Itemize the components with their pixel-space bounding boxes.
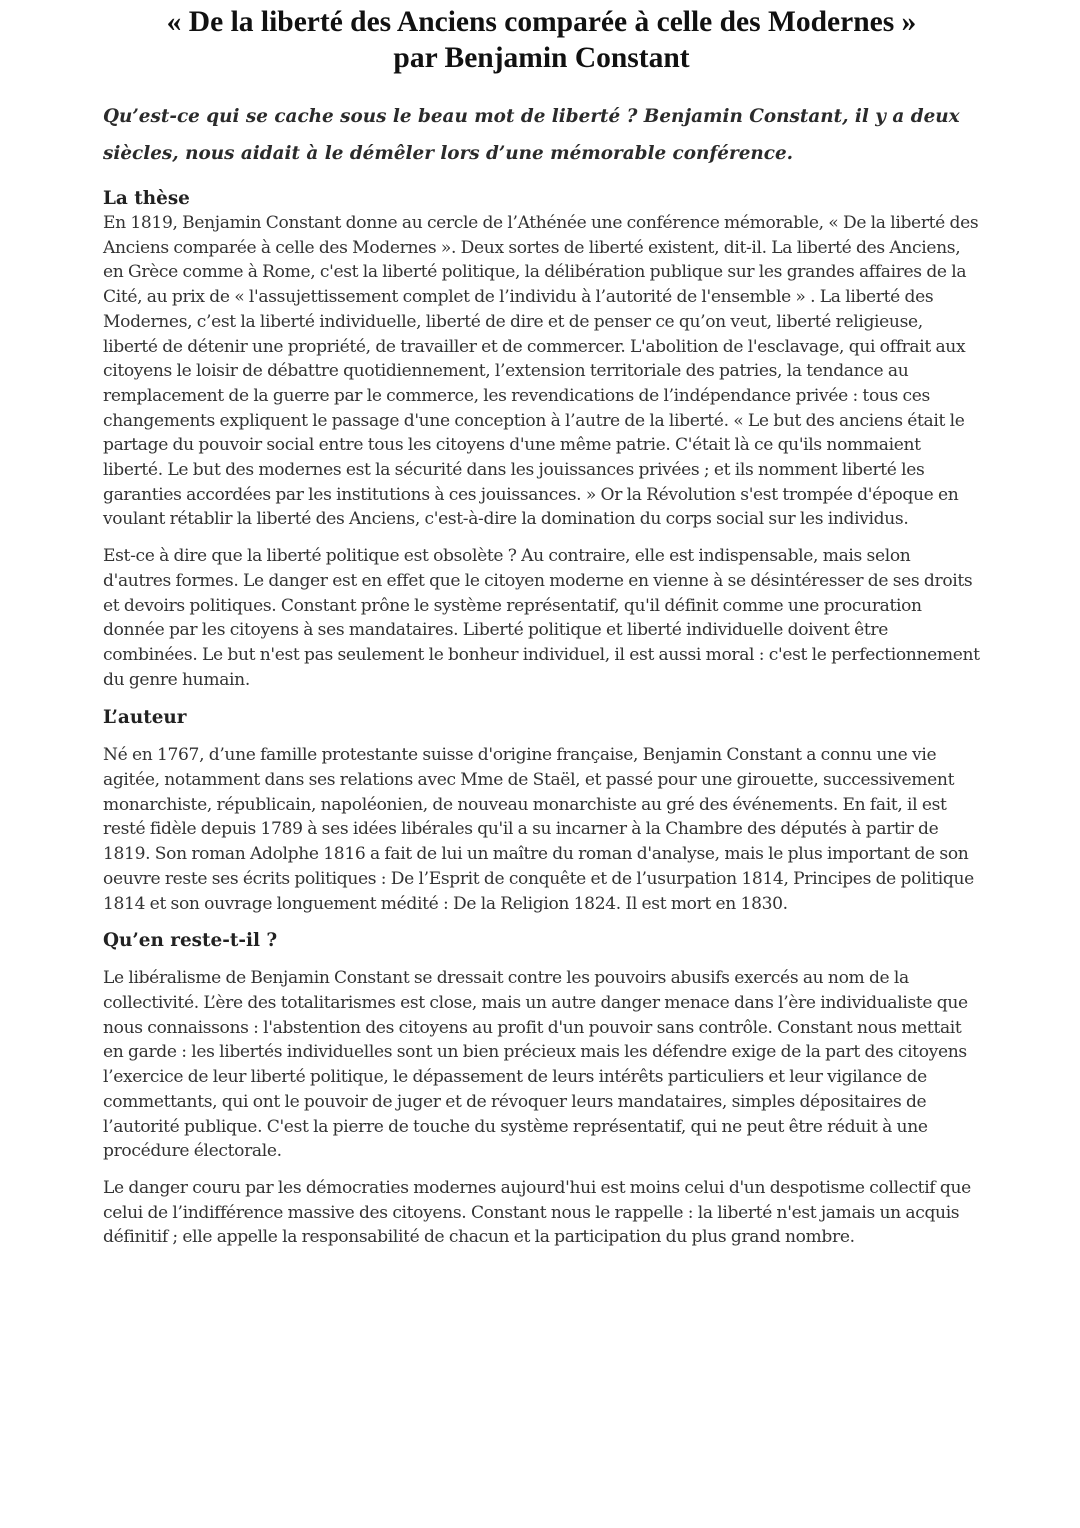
title-line-1: « De la liberté des Anciens comparée à celle des Modernes » [166, 6, 917, 38]
section-heading-auteur: L’auteur [103, 707, 187, 729]
lede-paragraph: Qu’est-ce qui se cache sous le beau mot de liberté ? Benjamin Constant, il y a deux siècles, nous aidait à le démêler lors d’une mémorable conférence. [103, 106, 960, 164]
title-line-2: par Benjamin Constant [393, 42, 690, 74]
paragraph-these-2: Est-ce à dire que la liberté politique est obsolète ? Au contraire, elle est indispensable, mais selon d'autres formes. Le danger est en effet que le citoyen moderne en vienne à se désintéresser de ses droits et devoirs politiques. Constant prône le système représentatif, qu'il définit comme une procuration donnée par les citoyens à ses mandataires. Liberté politique et liberté individuelle doivent être combinées. Le but n'est pas seulement le bonheur individuel, il est aussi moral : c'est le perfectionnement du genre humain. [103, 546, 980, 690]
paragraph-auteur-1: Né en 1767, d’une famille protestante suisse d'origine française, Benjamin Constant a connu une vie agitée, notamment dans ses relations avec Mme de Staël, et passé pour une girouette, successivement monarchiste, républicain, napoléonien, de nouveau monarchiste au gré des événements. En fait, il est resté fidèle depuis 1789 à ses idées libérales qu'il a su incarner à la Chambre des députés à partir de 1819. Son roman Adolphe 1816 a fait de lui un maître du roman d'analyse, mais le plus important de son oeuvre reste ses écrits politiques : De l’Esprit de conquête et de l’usurpation 1814, Principes de politique 1814 et son ouvrage longuement médité : De la Religion 1824. Il est mort en 1830. [103, 745, 974, 914]
paragraph-these-1: En 1819, Benjamin Constant donne au cercle de l’Athénée une conférence mémorable, « De la liberté des Anciens comparée à celle des Modernes ». Deux sortes de liberté existent, dit-il. La liberté des Anciens, en Grèce comme à Rome, c'est la liberté politique, la délibération publique sur les grandes affaires de la Cité, au prix de « l'assujettissement complet de l’individu à l’autorité de l'ensemble » . La liberté des Modernes, c’est la liberté individuelle, liberté de dire et de penser ce qu’on veut, liberté religieuse, liberté de détenir une propriété, de travailler et de commercer. L'abolition de l'esclavage, qui offrait aux citoyens le loisir de débattre quotidiennement, l’extension territoriale des patries, la tendance au remplacement de la guerre par le commerce, les revendications de l’indépendance privée : tous ces changements expliquent le passage d'une conception à l’autre de la liberté. « Le but des anciens était le partage du pouvoir social entre tous les citoyens d'une même patrie. C'était là ce qu'ils nommaient liberté. Le but des modernes est la sécurité dans les jouissances privées ; et ils nomment liberté les garanties accordées par les institutions à ces jouissances. » Or la Révolution s'est trompée d'époque en voulant rétablir la liberté des Anciens, c'est-à-dire la domination du corps social sur les individus. [103, 213, 979, 530]
document-title [95, 4, 988, 76]
paragraph-reste-2: Le danger couru par les démocraties modernes aujourd'hui est moins celui d'un despotisme collectif que celui de l’indifférence massive des citoyens. Constant nous le rappelle : la liberté n'est jamais un acquis définitif ; elle appelle la responsabilité de chacun et la participation du plus grand nombre. [103, 1177, 971, 1248]
section-heading-reste: Qu’en reste-t-il ? [103, 930, 278, 952]
section-heading-these: La thèse [103, 188, 190, 209]
document-page [103, 0, 980, 1250]
paragraph-reste-1: Le libéralisme de Benjamin Constant se dressait contre les pouvoirs abusifs exercés au nom de la collectivité. L’ère des totalitarismes est close, mais un autre danger menace dans l’ère individualiste que nous connaissons : l'abstention des citoyens au profit d'un pouvoir sans contrôle. Constant nous mettait en garde : les libertés individuelles sont un bien précieux mais les défendre exige de la part des citoyens l’exercice de leur liberté politique, le dépassement de leurs intérêts particuliers et leur vigilance de commettants, qui ont le pouvoir de juger et de révoquer leurs mandataires, simples dépositaires de l’autorité publique. C'est la pierre de touche du système représentatif, qui ne peut être réduit à une procédure électorale. [103, 968, 968, 1162]
